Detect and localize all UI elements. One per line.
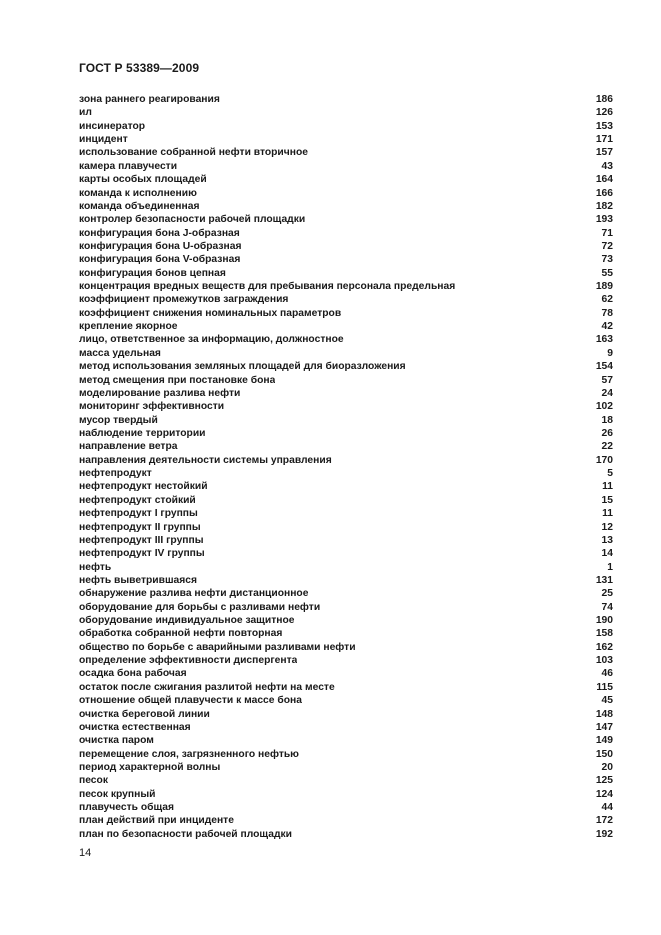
index-entry [79, 307, 613, 320]
index-page-ref: 158 [595, 628, 613, 640]
index-entry [79, 360, 613, 373]
index-term: нефтепродукт стойкий [79, 494, 196, 506]
index-entry [79, 654, 613, 667]
index-page-ref: 13 [601, 534, 613, 546]
index-entry [79, 213, 613, 226]
index-entry [79, 507, 613, 520]
index-term: нефтепродукт нестойкий [79, 481, 208, 493]
index-page-ref: 166 [595, 187, 613, 199]
index-term: перемещение слоя, загрязненного нефтью [79, 748, 299, 760]
index-entry [79, 120, 613, 133]
index-page-ref: 18 [601, 414, 613, 426]
index-term: обнаружение разлива нефти дистанционное [79, 588, 309, 600]
index-term: команда к исполнению [79, 187, 197, 199]
index-term: инсинератор [79, 120, 146, 132]
document-header: ГОСТ Р 53389—2009 [79, 61, 200, 75]
index-page-ref: 150 [595, 748, 613, 760]
index-page-ref: 72 [601, 240, 613, 252]
index-term: коэффициент снижения номинальных параметров [79, 307, 342, 319]
index-term: нефтепродукт I группы [79, 508, 198, 520]
index-entry [79, 681, 613, 694]
page-number: 14 [79, 847, 92, 859]
index-page-ref: 171 [595, 134, 613, 146]
index-page-ref: 162 [595, 641, 613, 653]
index-term: лицо, ответственное за информацию, должностное [79, 334, 344, 346]
index-entry [79, 774, 613, 787]
index-entry [79, 280, 613, 293]
index-term: коэффициент промежутков заграждения [79, 294, 289, 306]
index-entry [79, 534, 613, 547]
index-entry [79, 146, 613, 159]
index-term: концентрация вредных веществ для пребывания персонала предельная [79, 281, 456, 293]
index-page-ref: 124 [595, 788, 613, 800]
index-page-ref: 147 [595, 721, 613, 733]
index-entry [79, 187, 613, 200]
index-term: ил [79, 107, 92, 119]
index-entry [79, 253, 613, 266]
index-term: нефтепродукт III группы [79, 534, 204, 546]
index-page-ref: 73 [601, 254, 613, 266]
index-page-ref: 45 [601, 695, 613, 707]
index-entry [79, 734, 613, 747]
index-entry [79, 721, 613, 734]
index-term: моделирование разлива нефти [79, 387, 241, 399]
index-term: остаток после сжигания разлитой нефти на месте [79, 681, 335, 693]
index-entry [79, 427, 613, 440]
index-page-ref: 26 [601, 427, 613, 439]
index-page-ref: 57 [601, 374, 613, 386]
index-page-ref: 163 [595, 334, 613, 346]
index-entry [79, 587, 613, 600]
index-page-ref: 11 [602, 508, 613, 520]
index-page-ref: 1 [607, 561, 613, 573]
index-entry [79, 106, 613, 119]
index-list [79, 93, 613, 841]
index-entry [79, 521, 613, 534]
index-entry [79, 601, 613, 614]
index-page-ref: 5 [607, 468, 613, 480]
index-term: команда объединенная [79, 200, 200, 212]
index-entry [79, 748, 613, 761]
index-entry [79, 494, 613, 507]
index-entry [79, 293, 613, 306]
index-page-ref: 192 [595, 828, 613, 840]
index-term: метод смещения при постановке бона [79, 374, 276, 386]
index-term: метод использования земляных площадей для биоразложения [79, 361, 406, 373]
index-page-ref: 15 [601, 494, 613, 506]
index-page-ref: 126 [595, 107, 613, 119]
index-page-ref: 42 [601, 321, 613, 333]
index-page-ref: 62 [601, 294, 613, 306]
index-entry [79, 480, 613, 493]
index-page-ref: 44 [601, 802, 613, 814]
index-page-ref: 153 [595, 120, 613, 132]
index-entry [79, 788, 613, 801]
index-term: нефтепродукт IV группы [79, 548, 205, 560]
index-term: направления деятельности системы управления [79, 454, 332, 466]
index-page-ref: 193 [595, 214, 613, 226]
index-term: карты особых площадей [79, 174, 207, 186]
index-page-ref: 131 [595, 574, 613, 586]
index-page-ref: 9 [607, 347, 613, 359]
index-page-ref: 25 [601, 588, 613, 600]
index-term: плавучесть общая [79, 802, 175, 814]
index-entry [79, 227, 613, 240]
index-term: контролер безопасности рабочей площадки [79, 214, 306, 226]
index-page-ref: 186 [595, 94, 613, 105]
index-term: осадка бона рабочая [79, 668, 187, 680]
index-term: использование собранной нефти вторичное [79, 147, 308, 159]
index-entry [79, 761, 613, 774]
index-entry [79, 387, 613, 400]
index-entry [79, 320, 613, 333]
index-term: определение эффективности диспергента [79, 655, 298, 667]
index-page-ref: 71 [601, 227, 613, 239]
index-page-ref: 182 [595, 200, 613, 212]
index-page-ref: 172 [595, 815, 613, 827]
index-entry [79, 667, 613, 680]
index-entry [79, 561, 613, 574]
index-entry [79, 333, 613, 346]
index-term: план действий при инциденте [79, 815, 234, 827]
index-page-ref: 46 [601, 668, 613, 680]
index-entry [79, 347, 613, 360]
index-entry [79, 454, 613, 467]
index-term: песок крупный [79, 788, 156, 800]
index-term: инцидент [79, 134, 128, 146]
index-term: оборудование для борьбы с разливами нефти [79, 601, 321, 613]
index-page-ref: 115 [596, 681, 613, 693]
index-entry [79, 267, 613, 280]
index-term: конфигурация бона J-образная [79, 227, 240, 239]
index-term: план по безопасности рабочей площадки [79, 828, 292, 840]
index-term: зона раннего реагирования [79, 94, 220, 105]
index-page-ref: 78 [601, 307, 613, 319]
index-page-ref: 148 [595, 708, 613, 720]
index-entry [79, 240, 613, 253]
index-entry [79, 627, 613, 640]
index-term: конфигурация бонов цепная [79, 267, 226, 279]
index-page-ref: 12 [601, 521, 613, 533]
index-term: мониторинг эффективности [79, 401, 225, 413]
index-entry [79, 547, 613, 560]
index-page-ref: 24 [601, 387, 613, 399]
index-entry [79, 160, 613, 173]
index-term: период характерной волны [79, 761, 221, 773]
index-term: очистка береговой линии [79, 708, 210, 720]
index-page-ref: 14 [601, 548, 613, 560]
index-term: очистка паром [79, 735, 154, 747]
index-term: нефть выветрившаяся [79, 574, 198, 586]
index-page-ref: 154 [595, 361, 613, 373]
index-entry [79, 641, 613, 654]
index-entry [79, 400, 613, 413]
index-page-ref: 55 [601, 267, 613, 279]
index-page-ref: 164 [595, 174, 613, 186]
index-entry [79, 708, 613, 721]
index-entry [79, 694, 613, 707]
index-page-ref: 102 [595, 401, 613, 413]
index-page-ref: 157 [595, 147, 613, 159]
index-entry [79, 200, 613, 213]
index-term: конфигурация бона V-образная [79, 254, 241, 266]
index-entry [79, 614, 613, 627]
index-page-ref: 11 [602, 481, 613, 493]
index-entry [79, 467, 613, 480]
index-page-ref: 125 [595, 775, 613, 787]
index-entry [79, 414, 613, 427]
index-page-ref: 43 [601, 160, 613, 172]
index-term: масса удельная [79, 347, 161, 359]
index-term: обработка собранной нефти повторная [79, 628, 283, 640]
index-term: нефть [79, 561, 112, 573]
index-entry [79, 828, 613, 841]
index-term: мусор твердый [79, 414, 158, 426]
index-page-ref: 170 [595, 454, 613, 466]
index-term: нефтепродукт [79, 468, 152, 480]
index-term: нефтепродукт II группы [79, 521, 201, 533]
index-page-ref: 149 [595, 735, 613, 747]
index-term: отношение общей плавучести к массе бона [79, 695, 302, 707]
index-term: песок [79, 775, 108, 787]
index-term: камера плавучести [79, 160, 178, 172]
index-entry [79, 814, 613, 827]
index-entry [79, 574, 613, 587]
index-entry [79, 374, 613, 387]
index-term: конфигурация бона U-образная [79, 240, 242, 252]
index-entry [79, 440, 613, 453]
index-entry [79, 173, 613, 186]
index-page-ref: 74 [601, 601, 613, 613]
index-term: направление ветра [79, 441, 178, 453]
index-term: наблюдение территории [79, 427, 206, 439]
index-term: общество по борьбе с аварийными разливами нефти [79, 641, 356, 653]
index-entry [79, 801, 613, 814]
index-term: оборудование индивидуальное защитное [79, 615, 295, 627]
index-page-ref: 189 [595, 281, 613, 293]
index-entry [79, 93, 613, 106]
index-page-ref: 190 [595, 615, 613, 627]
index-term: очистка естественная [79, 721, 191, 733]
index-page-ref: 22 [601, 441, 613, 453]
index-page-ref: 103 [595, 655, 613, 667]
index-entry [79, 133, 613, 146]
index-term: крепление якорное [79, 321, 178, 333]
index-page-ref: 20 [601, 761, 613, 773]
